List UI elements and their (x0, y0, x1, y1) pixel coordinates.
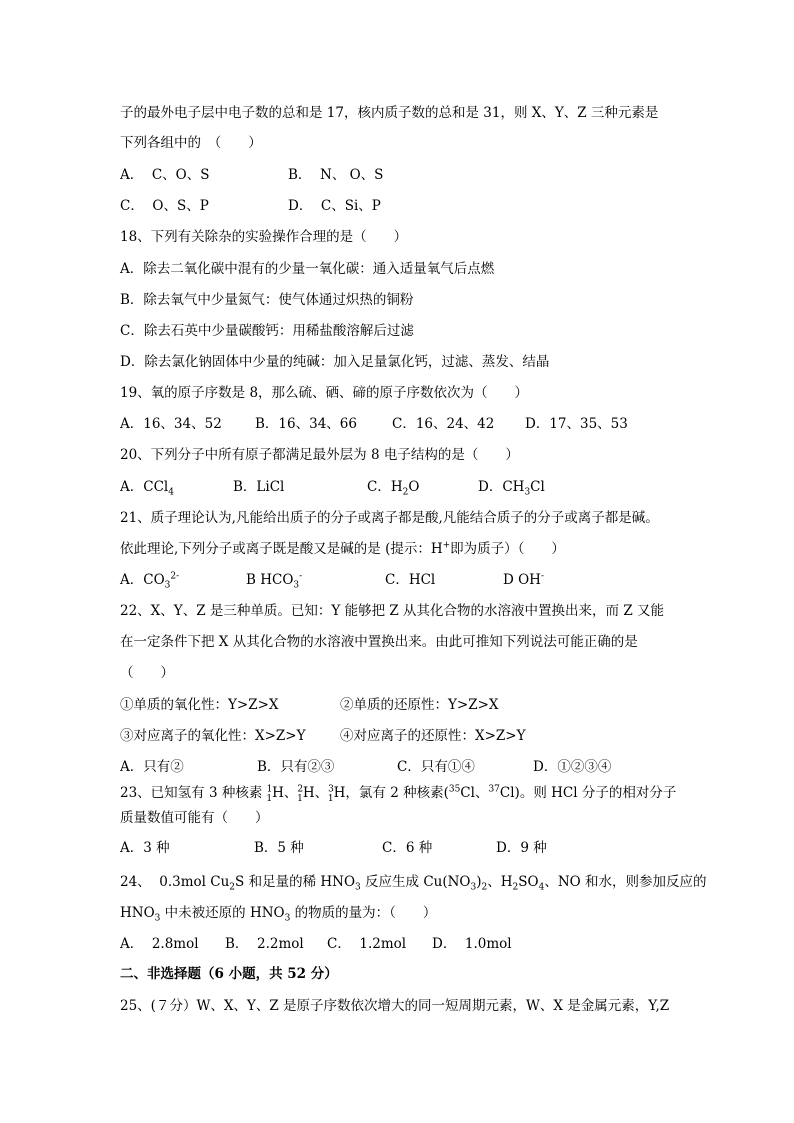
q17-line1: 子的最外电子层中电子数的总和是 17，核内质子数的总和是 31，则 X、Y、Z 三种元素是 (120, 105, 659, 121)
q22-option-c: C．只有①④ (397, 759, 475, 775)
q23-option-a: A．3 种 (120, 840, 170, 856)
q22-statement-2: ②单质的还原性：Y>Z>X (340, 697, 499, 713)
q20-option-a: A．CCl$_4$ (120, 479, 174, 498)
q22-line2: 在一定条件下把 X 从其化合物的水溶液中置换出来。由此可推知下列说法可能正确的是 (120, 634, 638, 650)
q18-option-a: A．除去二氧化碳中混有的少量一氧化碳：通入适量氧气后点燃 (120, 261, 495, 277)
q22-option-d: D．①②③④ (533, 759, 612, 775)
q23-option-d: D．9 种 (496, 840, 547, 856)
q24-option-b: B． 2.2mol (225, 936, 304, 952)
q22-line3: （ ） (120, 665, 174, 681)
q19-option-d: D．17、35、53 (525, 416, 628, 432)
q18-option-b: B．除去氧气中少量氮气：使气体通过炽热的铜粉 (120, 292, 414, 308)
q21-line2: 依此理论,下列分子或离子既是酸又是碱的是 (提示：H+即为质子）（ ） (120, 540, 565, 557)
q17-option-d: D． C、Si、P (288, 198, 381, 214)
section-heading: 二、非选择题（6 小题，共 52 分） (120, 966, 338, 982)
q21-option-b: B $HCO_3^-$ (246, 571, 303, 591)
q17-line2: 下列各组中的 （ ） (120, 135, 262, 151)
q23-line2: 质量数值可能有（ ） (120, 810, 269, 826)
q22-option-a: A．只有② (120, 759, 184, 775)
q23-option-c: C．6 种 (382, 840, 433, 856)
q18-stem: 18、下列有关除杂的实验操作合理的是（ ） (120, 229, 408, 245)
q24-option-d: D． 1.0mol (432, 936, 512, 952)
q22-statement-1: ①单质的氧化性：Y>Z>X (120, 697, 279, 713)
q18-option-d: D．除去氯化钠固体中少量的纯碱：加入足量氯化钙，过滤、蒸发、结晶 (120, 354, 550, 370)
q22-option-b: B．只有②③ (257, 759, 335, 775)
q22-line1: 22、X、Y、Z 是三种单质。已知：Y 能够把 Z 从其化合物的水溶液中置换出来，而 Z 又能 (120, 603, 665, 619)
q19-option-a: A．16、34、52 (120, 416, 222, 432)
q21-option-a: A．$CO_3^{2-}$ (120, 571, 180, 591)
q20-option-b: B．LiCl (233, 479, 285, 495)
q24-option-a: A． 2.8mol (120, 936, 199, 952)
q21-option-c: C．HCl (385, 572, 436, 588)
q21-option-d: D OH- (503, 571, 545, 588)
q20-option-d: D．$CH_3Cl$ (478, 479, 545, 498)
q22-statement-3: ③对应离子的氧化性：X>Z>Y (120, 728, 306, 744)
q18-option-c: C．除去石英中少量碳酸钙：用稀盐酸溶解后过滤 (120, 323, 414, 339)
q24-line2: $HNO_3$ 中未被还原的 $HNO_3$ 的物质的量为：（ ） (120, 905, 437, 924)
q19-option-b: B．16、34、66 (255, 416, 357, 432)
q24-option-c: C． 1.2mol (327, 936, 407, 952)
q23-line1: 23、已知氢有 3 种核素 $^1_1$H、$^2_1$H、$^3_1$H，氯有 2 种核素($^{35}$Cl、$^{37}$Cl)。则 HCl 分子的相对分子 (120, 784, 677, 804)
q24-line1: 24、 0.3mol $Cu_2S$ 和足量的稀 $HNO_3$ 反应生成 $Cu(NO_3)_2$、$H_2SO_4$、NO 和水，则参加反应的 (120, 874, 707, 893)
q21-line1: 21、质子理论认为,凡能给出质子的分子或离子都是酸,凡能结合质子的分子或离子都是碱。 (120, 510, 659, 526)
q22-statement-4: ④对应离子的还原性：X>Z>Y (340, 728, 526, 744)
q20-option-c: C．$H_2O$ (367, 479, 420, 498)
q17-option-b: B． N、 O、S (288, 167, 384, 183)
q19-option-c: C．16、24、42 (392, 416, 495, 432)
q17-option-c: C． O、S、P (120, 198, 209, 214)
q23-option-b: B．5 种 (254, 840, 304, 856)
q19-stem: 19、氧的原子序数是 8，那么硫、硒、碲的原子序数依次为（ ） (120, 385, 529, 401)
q25-line1: 25、(７分）W、X、Y、Z 是原子序数依次增大的同一短周期元素，W、X 是金属元素，Y,Z (120, 998, 670, 1014)
q17-option-a: A． C、O、S (120, 167, 210, 183)
q20-stem: 20、下列分子中所有原子都满足最外层为 8 电子结构的是（ ） (120, 447, 519, 463)
